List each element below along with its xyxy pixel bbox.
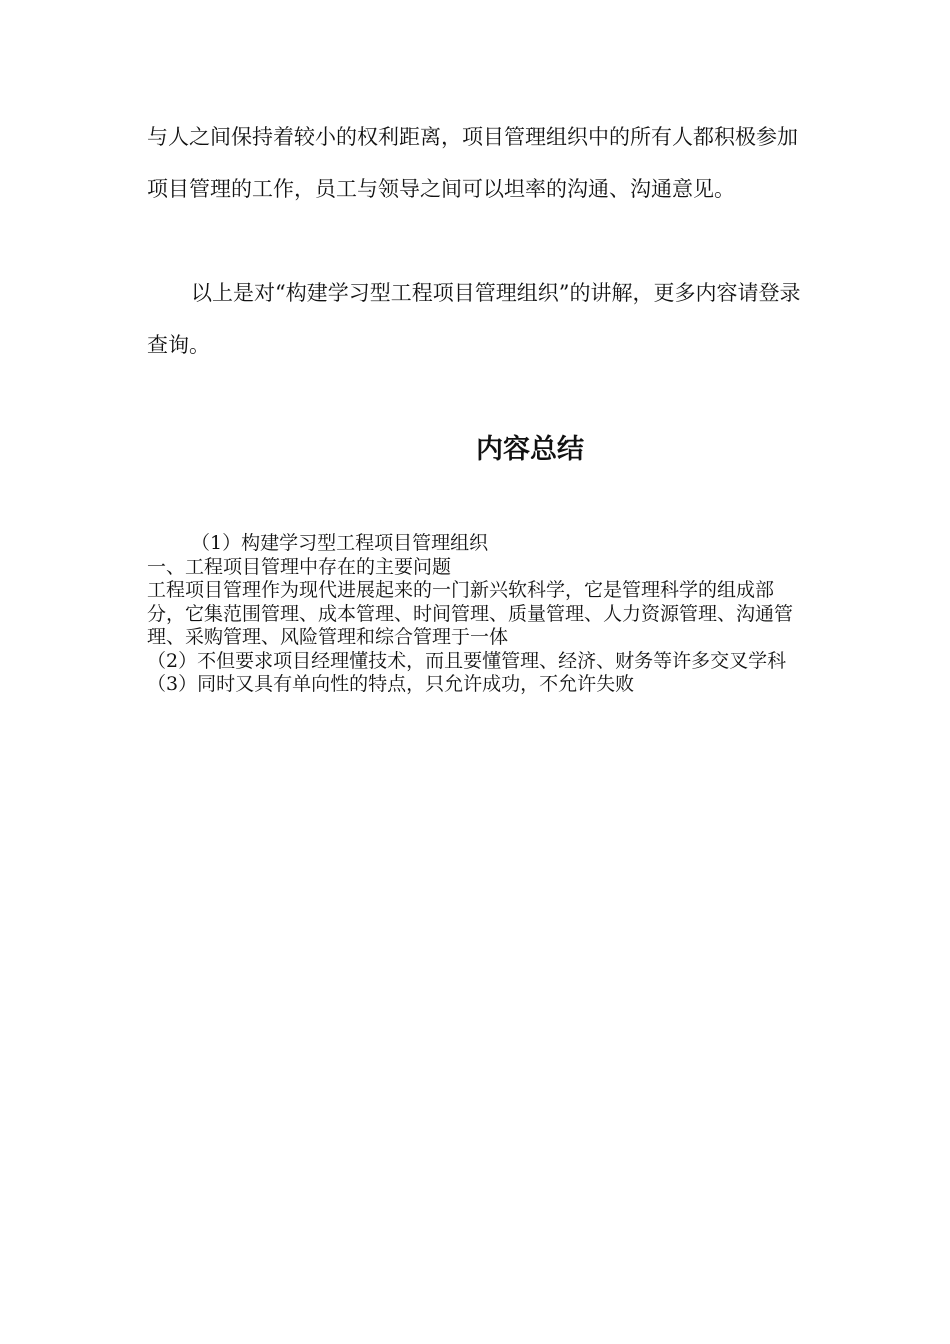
summary-block [147,532,807,697]
summary-line: （1）构建学习型工程项目管理组织 [191,532,489,554]
body-paragraph: 与人之间保持着较小的权利距离，项目管理组织中的所有人都积极参加项目管理的工作，员工与领导之间可以坦率的沟通、沟通意见。 [147,125,798,201]
summary-line: 一、工程项目管理中存在的主要问题 [147,555,452,578]
summary-line: 工程项目管理作为现代进展起来的一门新兴软科学，它是管理科学的组成部分，它集范围管理、成本管理、时间管理、质量管理、人力资源管理、沟通管理、采购管理、风险管理和综合管理于一体 [147,579,794,648]
summary-line: （3）同时又具有单向性的特点，只允许成功，不允许失败 [147,673,635,695]
summary-title: 内容总结 [476,434,584,465]
body-paragraph: 以上是对“构建学习型工程项目管理组织”的讲解，更多内容请登录查询。 [147,281,801,357]
summary-line: （2）不但要求项目经理懂技术，而且要懂管理、经济、财务等许多交叉学科 [147,649,787,672]
